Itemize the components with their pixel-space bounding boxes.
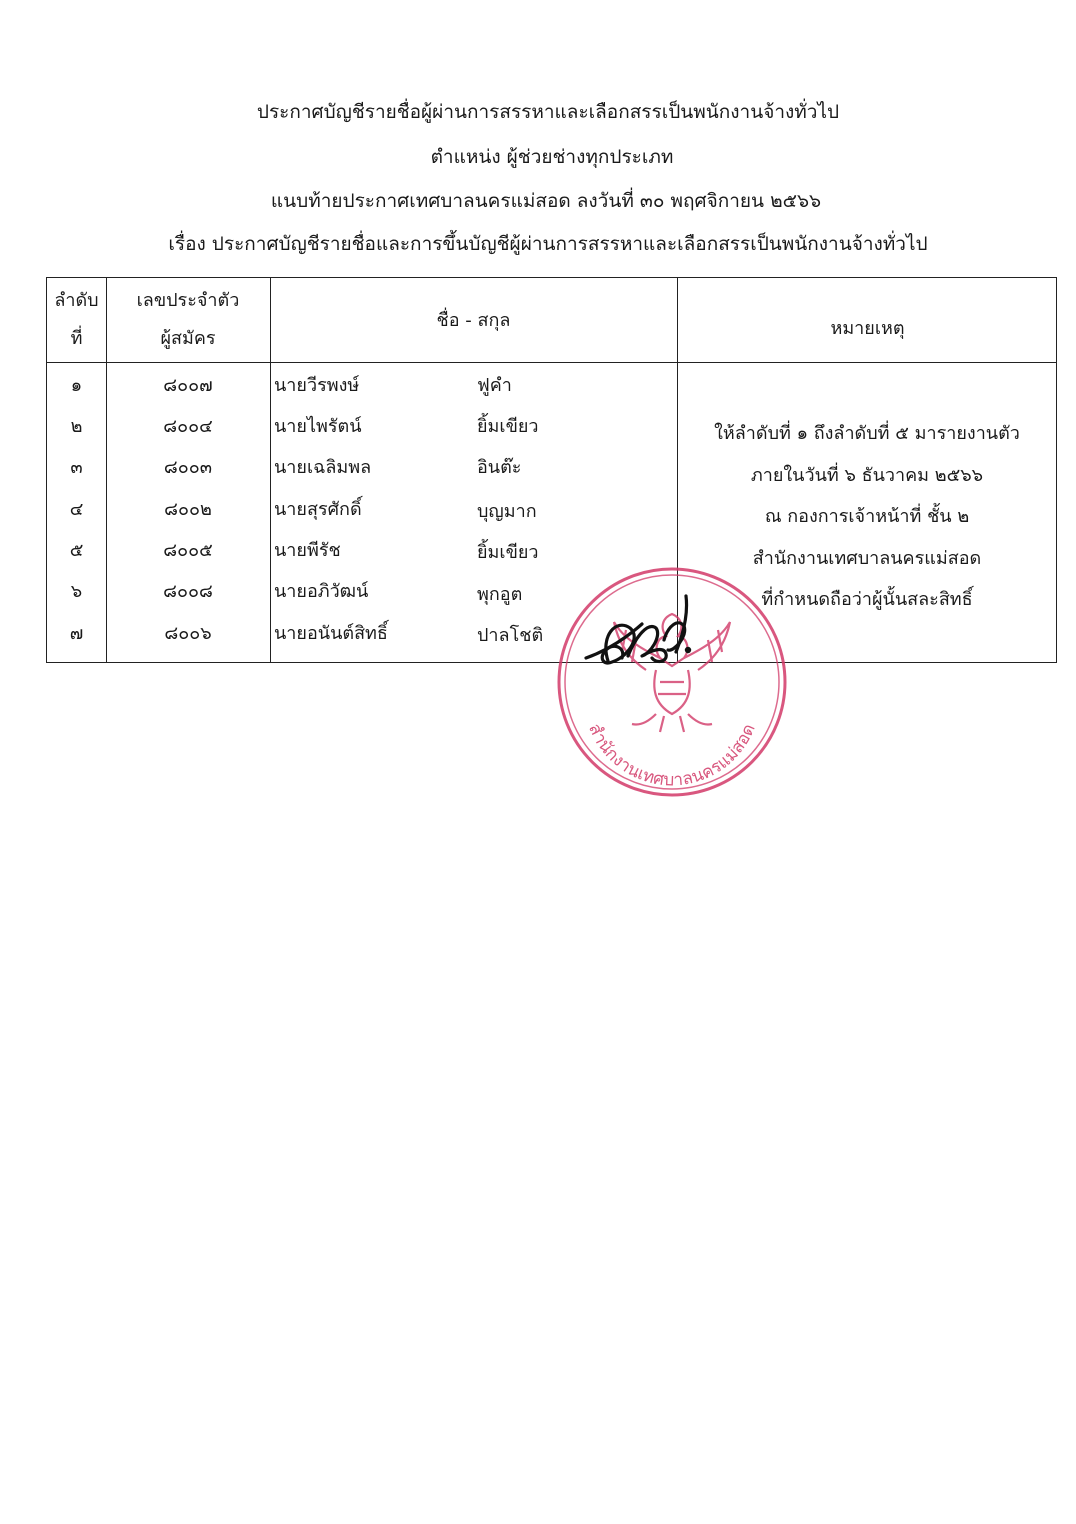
position-title: ตำแหน่ง ผู้ช่วยช่างทุกประเภท (430, 146, 674, 168)
row-first-name: นายไพรัตน์ (274, 416, 362, 437)
row-order: ๔ (69, 499, 84, 520)
header-applicant-id (106, 282, 270, 358)
remark-line: ที่กำหนดถือว่าผู้นั้นสละสิทธิ์ (761, 589, 973, 610)
row-last-name: ปาลโชติ (477, 625, 544, 646)
svg-text:สำนักงานเทศบาลนครแม่สอด (584, 720, 760, 790)
seal-text: สำนักงานเทศบาลนครแม่สอด (584, 720, 760, 791)
remark-line: สำนักงานเทศบาลนครแม่สอด (752, 548, 982, 569)
row-last-name: พุกอูต (477, 584, 523, 605)
row-applicant-id: ๘๐๐๕ (163, 540, 213, 561)
row-order: ๗ (69, 623, 84, 644)
row-last-name: ยิ้มเขียว (477, 542, 539, 563)
row-applicant-id: ๘๐๐๓ (163, 457, 213, 478)
row-first-name: นายอนันต์สิทธิ์ (274, 623, 388, 644)
row-last-name: ยิ้มเขียว (477, 416, 539, 437)
header-id-line2: ผู้สมัคร (160, 328, 216, 349)
row-last-name: บุญมาก (477, 501, 537, 522)
official-seal-icon (556, 566, 788, 798)
row-order: ๑ (70, 375, 83, 396)
row-order: ๓ (70, 457, 83, 478)
header-divider (47, 362, 1056, 363)
row-last-name: ฟูคำ (477, 375, 512, 396)
header-remark: หมายเหตุ (830, 318, 905, 339)
row-last-name: อินต๊ะ (477, 457, 522, 478)
header-name: ชื่อ - สกุล (436, 310, 511, 331)
results-table (46, 277, 1057, 663)
remark-line: ให้ลำดับที่ ๑ ถึงลำดับที่ ๕ มารายงานตัว (714, 423, 1020, 444)
row-first-name: นายสุรศักดิ์ (274, 499, 362, 520)
row-applicant-id: ๘๐๐๖ (164, 623, 212, 644)
row-applicant-id: ๘๐๐๔ (163, 416, 213, 437)
row-order: ๒ (70, 416, 83, 437)
row-applicant-id: ๘๐๐๒ (164, 499, 212, 520)
header-order (47, 282, 106, 358)
subject-line: เรื่อง ประกาศบัญชีรายชื่อและการขึ้นบัญชีผู้ผ่านการสรรหาและเลือกสรรเป็นพนักงานจ้างทั่วไป (168, 233, 928, 255)
remark-line: ภายในวันที่ ๖ ธันวาคม ๒๕๖๖ (750, 465, 984, 486)
attachment-line: แนบท้ายประกาศเทศบาลนครแม่สอด ลงวันที่ ๓๐ พฤศจิกายน ๒๕๖๖ (270, 190, 822, 212)
announcement-title: ประกาศบัญชีรายชื่อผู้ผ่านการสรรหาและเลือกสรรเป็นพนักงานจ้างทั่วไป (256, 101, 840, 123)
signature-icon (586, 596, 690, 663)
row-order: ๕ (69, 540, 84, 561)
row-first-name: นายอภิวัฒน์ (274, 581, 369, 602)
row-applicant-id: ๘๐๐๗ (163, 375, 213, 396)
header-id-line1: เลขประจำตัว (136, 290, 240, 311)
row-first-name: นายพีรัช (274, 540, 341, 561)
row-first-name: นายวีรพงษ์ (274, 375, 360, 396)
remark-line: ณ กองการเจ้าหน้าที่ ชั้น ๒ (764, 506, 970, 527)
row-first-name: นายเฉลิมพล (274, 457, 372, 478)
header-order-line1: ลำดับ (54, 290, 99, 311)
header-order-line2: ที่ (70, 328, 83, 349)
row-applicant-id: ๘๐๐๘ (163, 581, 213, 602)
row-order: ๖ (70, 581, 83, 602)
